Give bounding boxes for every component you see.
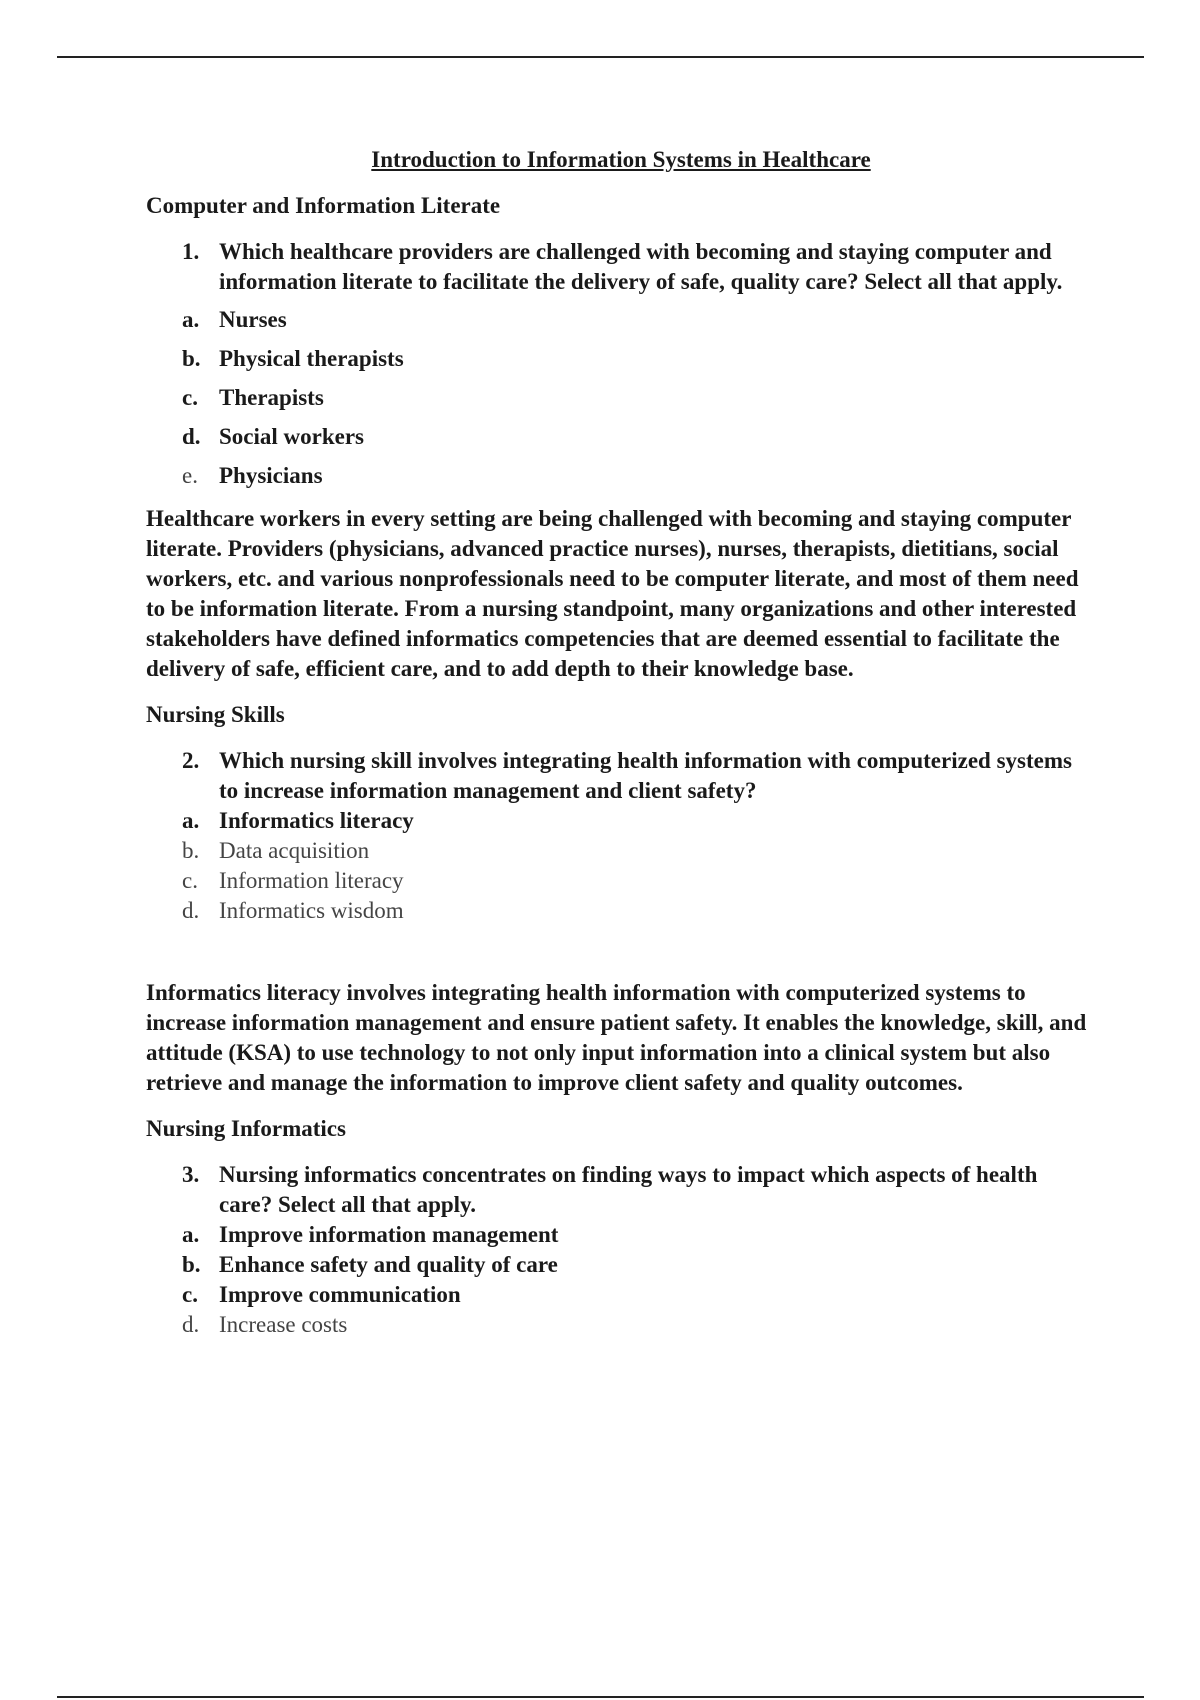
question-number: 2. (182, 748, 200, 773)
question-1 (146, 237, 1096, 297)
answer-option: c. Improve communication (182, 1282, 461, 1307)
question-number: 1. (182, 239, 200, 264)
question-text: Which healthcare providers are challenged with becoming and staying computer and information literate to facilitate the delivery of safe, quality care? Select all that apply. (219, 239, 1063, 294)
answer-option: a. Improve information management (182, 1222, 559, 1247)
rationale: Healthcare workers in every setting are being challenged with becoming and staying computer literate. Providers (physicians, advanced practice nurses), nurses, therapists, dietitians, social workers, etc. and various nonprofessionals need to be computer literate, and most of them need to be information literate. From a nursing standpoint, many organizations and other interested stakeholders have defined informatics competencies that are deemed essential to facilitate the delivery of safe, efficient care, and to add depth to their knowledge base. (146, 506, 1079, 681)
section-heading: Computer and Information Literate (146, 193, 501, 218)
question-text: Which nursing skill involves integrating health information with computerized systems to increase information management and client safety? (219, 748, 1072, 803)
top-rule (57, 56, 1144, 58)
question-text: Nursing informatics concentrates on finding ways to impact which aspects of health care? Select all that apply. (219, 1162, 1038, 1217)
question-number: 3. (182, 1162, 200, 1187)
bottom-rule (57, 1696, 1144, 1698)
answer-options (146, 1220, 1096, 1340)
answer-option: e. Physicians (182, 463, 323, 488)
section-heading: Nursing Skills (146, 702, 285, 727)
answer-option: a. Nurses (182, 307, 287, 332)
answer-options (146, 806, 1096, 926)
section-heading: Nursing Informatics (146, 1116, 346, 1141)
answer-option: d. Social workers (182, 424, 365, 449)
question-3 (146, 1160, 1096, 1220)
answer-option: b. Enhance safety and quality of care (182, 1252, 558, 1277)
answer-option: d. Increase costs (182, 1312, 348, 1337)
answer-option: c. Therapists (182, 385, 324, 410)
answer-option: b. Data acquisition (182, 838, 370, 863)
document-body (146, 145, 1096, 1340)
answer-options (146, 305, 1096, 491)
document-title: Introduction to Information Systems in Healthcare (371, 147, 871, 172)
answer-option: b. Physical therapists (182, 346, 404, 371)
rationale: Informatics literacy involves integrating health information with computerized systems to increase information management and ensure patient safety. It enables the knowledge, skill, and attitude (KSA) to use technology to not only input information into a clinical system but also retrieve and manage the information to improve client safety and quality outcomes. (146, 980, 1087, 1095)
answer-option: d. Informatics wisdom (182, 898, 404, 923)
answer-option: c. Information literacy (182, 868, 404, 893)
answer-option: a. Informatics literacy (182, 808, 414, 833)
question-2 (146, 746, 1096, 806)
